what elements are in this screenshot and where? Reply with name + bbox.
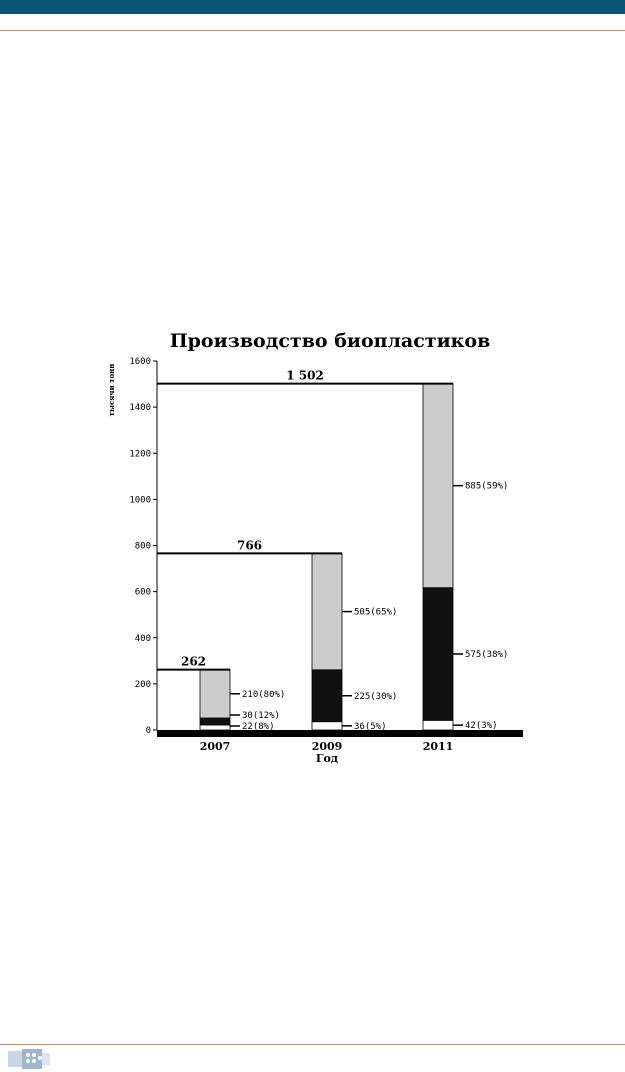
y-tick-label: 400 bbox=[134, 633, 151, 644]
total-label: 1 502 bbox=[286, 368, 324, 383]
y-axis-title: тысячи тонн bbox=[107, 363, 116, 417]
data-label: 210(80%) bbox=[242, 689, 286, 700]
chart-title: Производство биопластиков bbox=[169, 330, 491, 352]
y-tick-label: 1000 bbox=[129, 495, 151, 506]
bar-segment bbox=[312, 670, 342, 722]
bar-segment bbox=[423, 384, 453, 588]
bar-segment bbox=[200, 718, 230, 725]
y-tick-label: 1200 bbox=[129, 449, 151, 460]
bars-layer bbox=[157, 384, 453, 730]
data-label: 575(38%) bbox=[465, 650, 509, 661]
bar-segment bbox=[200, 725, 230, 730]
publisher-logo-icon bbox=[8, 1049, 54, 1069]
x-tick-label: 2011 bbox=[422, 740, 454, 753]
y-tick-label: 1600 bbox=[129, 357, 151, 367]
y-tick-label: 200 bbox=[134, 679, 151, 690]
data-label: 22(8%) bbox=[242, 722, 275, 732]
data-label: 505(65%) bbox=[354, 607, 398, 618]
data-label: 225(30%) bbox=[354, 691, 398, 702]
bar-segment bbox=[200, 670, 230, 718]
x-tick-label: 2009 bbox=[311, 740, 343, 753]
x-tick-label: 2007 bbox=[199, 740, 231, 753]
footer-divider bbox=[0, 1044, 625, 1045]
y-tick-label: 1400 bbox=[129, 403, 151, 414]
bar-segment bbox=[312, 722, 342, 730]
bar-segment bbox=[423, 720, 453, 730]
x-axis-title: Год bbox=[315, 752, 339, 765]
data-label: 885(59%) bbox=[465, 481, 509, 492]
data-label: 42(3%) bbox=[465, 721, 498, 732]
data-label: 36(5%) bbox=[354, 721, 387, 732]
data-label: 30(12%) bbox=[242, 711, 280, 721]
total-label: 262 bbox=[180, 654, 207, 669]
bar-segment bbox=[423, 588, 453, 721]
total-label: 766 bbox=[236, 538, 263, 553]
y-tick-label: 800 bbox=[134, 541, 151, 552]
y-tick-label: 0 bbox=[145, 726, 151, 736]
bar-segment bbox=[312, 553, 342, 669]
y-tick-label: 600 bbox=[134, 587, 151, 598]
